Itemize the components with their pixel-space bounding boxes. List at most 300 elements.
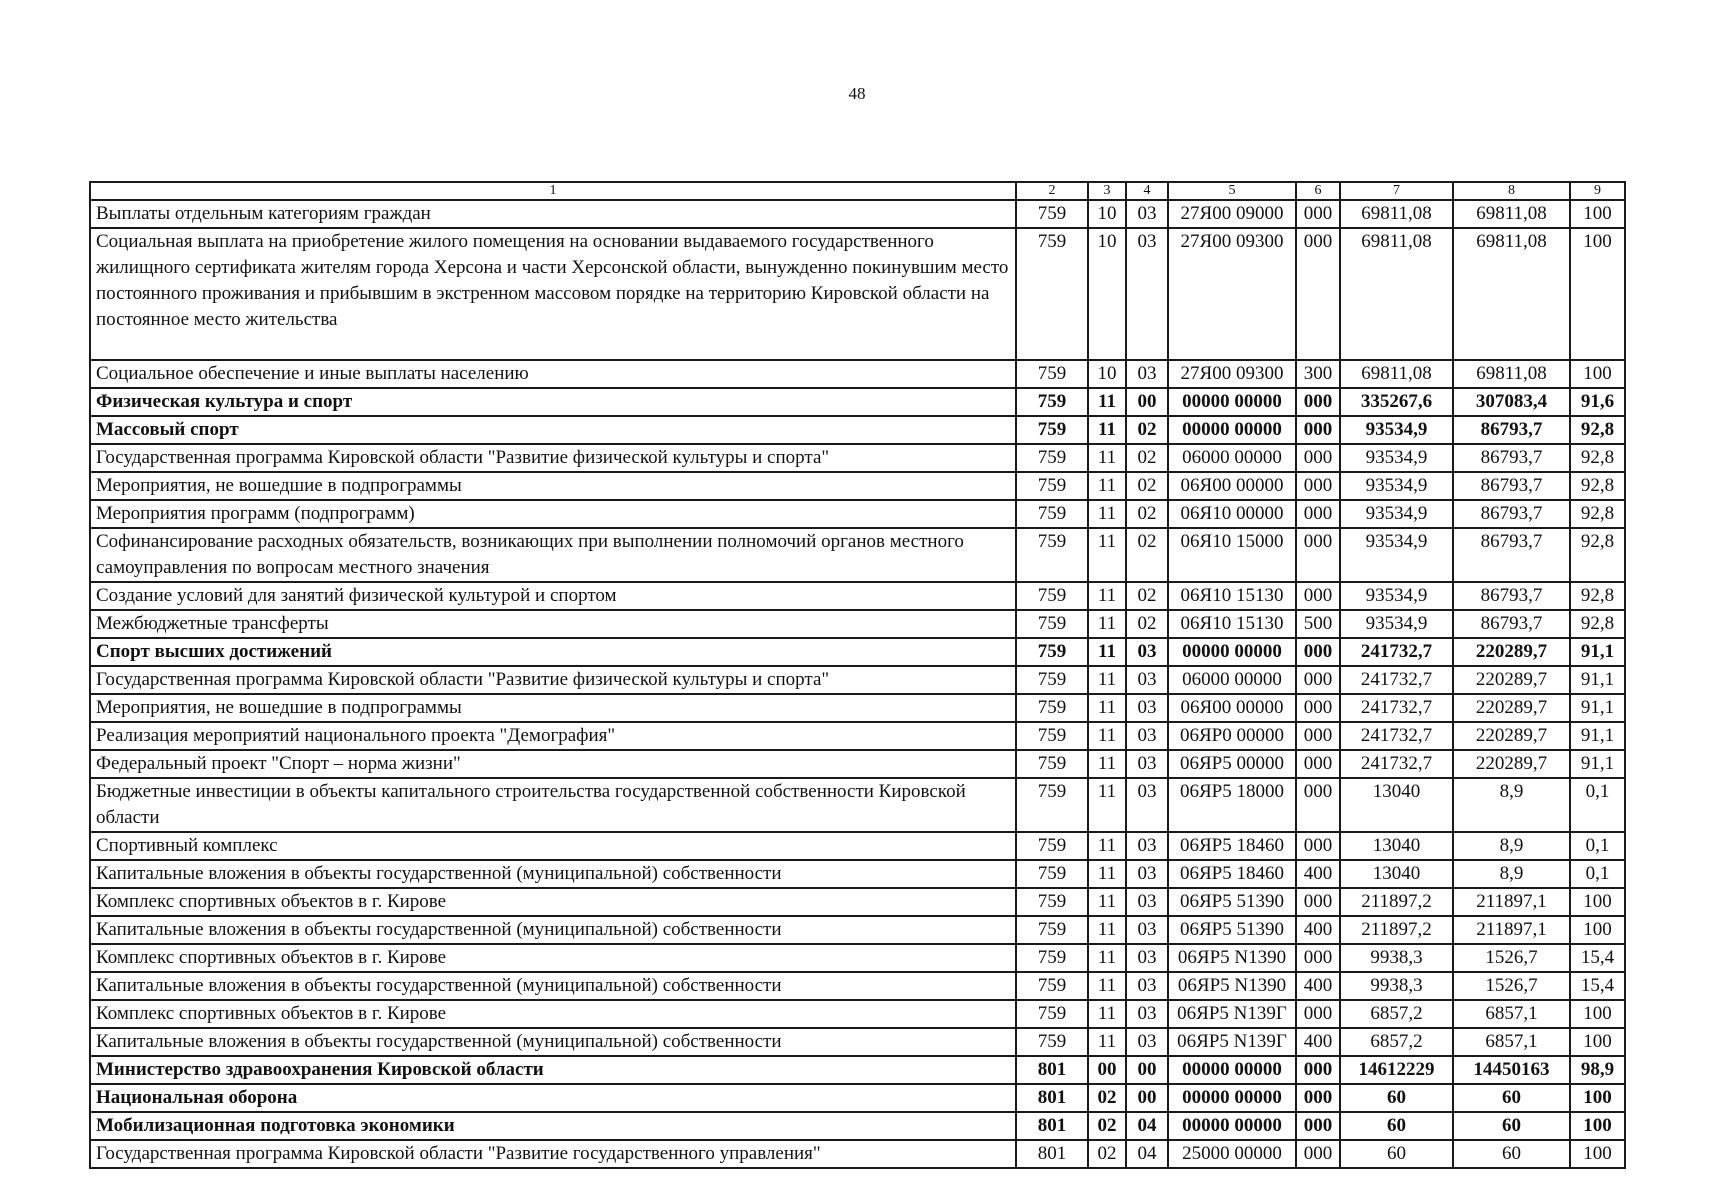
row-vr-cell: 000: [1296, 1056, 1340, 1084]
row-vr-cell: 000: [1296, 666, 1340, 694]
row-pr-cell: 00: [1126, 388, 1168, 416]
row-fact-cell: 69811,08: [1453, 228, 1570, 360]
header-cell: 4: [1126, 182, 1168, 200]
row-vr-cell: 300: [1296, 360, 1340, 388]
row-cs-cell: 00000 00000: [1168, 638, 1296, 666]
row-pr-cell: 04: [1126, 1112, 1168, 1140]
row-cs-cell: 00000 00000: [1168, 416, 1296, 444]
header-cell: 9: [1570, 182, 1625, 200]
table-row: [90, 200, 1625, 228]
table-row: [90, 638, 1625, 666]
row-plan-cell: 211897,2: [1340, 916, 1453, 944]
row-pr-cell: 03: [1126, 972, 1168, 1000]
row-cs-cell: 06Я10 15130: [1168, 582, 1296, 610]
row-gr-cell: 759: [1016, 860, 1088, 888]
header-cell: 6: [1296, 182, 1340, 200]
table-row: [90, 750, 1625, 778]
row-gr-cell: 759: [1016, 1000, 1088, 1028]
row-name-cell: Министерство здравоохранения Кировской области: [90, 1056, 1016, 1084]
row-cs-cell: 27Я00 09000: [1168, 200, 1296, 228]
row-pr-cell: 00: [1126, 1056, 1168, 1084]
row-name-cell: Государственная программа Кировской области "Развитие физической культуры и спорта": [90, 666, 1016, 694]
row-name-cell: Спорт высших достижений: [90, 638, 1016, 666]
row-plan-cell: 93534,9: [1340, 610, 1453, 638]
row-vr-cell: 000: [1296, 444, 1340, 472]
row-percent-cell: 92,8: [1570, 500, 1625, 528]
row-pr-cell: 02: [1126, 610, 1168, 638]
row-plan-cell: 6857,2: [1340, 1028, 1453, 1056]
row-vr-cell: 000: [1296, 778, 1340, 832]
row-vr-cell: 000: [1296, 1140, 1340, 1168]
row-percent-cell: 92,8: [1570, 528, 1625, 582]
row-name-cell: Комплекс спортивных объектов в г. Кирове: [90, 888, 1016, 916]
row-pr-cell: 04: [1126, 1140, 1168, 1168]
row-name-cell: Комплекс спортивных объектов в г. Кирове: [90, 1000, 1016, 1028]
table-row: [90, 832, 1625, 860]
row-cs-cell: 00000 00000: [1168, 1112, 1296, 1140]
header-cell: 1: [90, 182, 1016, 200]
row-fact-cell: 69811,08: [1453, 200, 1570, 228]
row-name-cell: Капитальные вложения в объекты государственной (муниципальной) собственности: [90, 972, 1016, 1000]
row-pr-cell: 03: [1126, 916, 1168, 944]
row-plan-cell: 13040: [1340, 778, 1453, 832]
row-fact-cell: 220289,7: [1453, 722, 1570, 750]
table-row: [90, 528, 1625, 582]
row-fact-cell: 86793,7: [1453, 416, 1570, 444]
row-rz-cell: 10: [1088, 360, 1126, 388]
row-cs-cell: 06ЯР5 18000: [1168, 778, 1296, 832]
row-plan-cell: 93534,9: [1340, 528, 1453, 582]
row-rz-cell: 11: [1088, 832, 1126, 860]
row-plan-cell: 69811,08: [1340, 200, 1453, 228]
row-vr-cell: 000: [1296, 1084, 1340, 1112]
row-cs-cell: 27Я00 09300: [1168, 360, 1296, 388]
row-percent-cell: 100: [1570, 1028, 1625, 1056]
row-rz-cell: 11: [1088, 388, 1126, 416]
row-fact-cell: 8,9: [1453, 832, 1570, 860]
row-plan-cell: 241732,7: [1340, 638, 1453, 666]
row-name-cell: Капитальные вложения в объекты государственной (муниципальной) собственности: [90, 916, 1016, 944]
row-percent-cell: 98,9: [1570, 1056, 1625, 1084]
row-rz-cell: 11: [1088, 916, 1126, 944]
row-pr-cell: 03: [1126, 694, 1168, 722]
header-cell: 5: [1168, 182, 1296, 200]
row-gr-cell: 759: [1016, 500, 1088, 528]
row-percent-cell: 0,1: [1570, 832, 1625, 860]
row-gr-cell: 759: [1016, 778, 1088, 832]
row-name-cell: Мероприятия программ (подпрограмм): [90, 500, 1016, 528]
row-rz-cell: 10: [1088, 228, 1126, 360]
row-pr-cell: 03: [1126, 1000, 1168, 1028]
row-pr-cell: 03: [1126, 750, 1168, 778]
row-cs-cell: 06Я10 15130: [1168, 610, 1296, 638]
row-cs-cell: 06Я00 00000: [1168, 694, 1296, 722]
row-plan-cell: 241732,7: [1340, 666, 1453, 694]
row-percent-cell: 91,1: [1570, 694, 1625, 722]
row-fact-cell: 60: [1453, 1112, 1570, 1140]
row-gr-cell: 801: [1016, 1084, 1088, 1112]
row-cs-cell: 06000 00000: [1168, 666, 1296, 694]
row-percent-cell: 91,1: [1570, 750, 1625, 778]
row-pr-cell: 02: [1126, 472, 1168, 500]
row-fact-cell: 211897,1: [1453, 888, 1570, 916]
row-plan-cell: 241732,7: [1340, 694, 1453, 722]
table-row: [90, 1056, 1625, 1084]
row-fact-cell: 211897,1: [1453, 916, 1570, 944]
row-percent-cell: 91,1: [1570, 722, 1625, 750]
row-fact-cell: 1526,7: [1453, 972, 1570, 1000]
row-plan-cell: 93534,9: [1340, 472, 1453, 500]
row-rz-cell: 11: [1088, 666, 1126, 694]
row-name-cell: Реализация мероприятий национального проекта "Демография": [90, 722, 1016, 750]
row-pr-cell: 00: [1126, 1084, 1168, 1112]
row-fact-cell: 69811,08: [1453, 360, 1570, 388]
row-pr-cell: 02: [1126, 416, 1168, 444]
row-cs-cell: 27Я00 09300: [1168, 228, 1296, 360]
row-pr-cell: 03: [1126, 860, 1168, 888]
row-cs-cell: 00000 00000: [1168, 1056, 1296, 1084]
row-pr-cell: 03: [1126, 944, 1168, 972]
row-plan-cell: 6857,2: [1340, 1000, 1453, 1028]
row-gr-cell: 759: [1016, 228, 1088, 360]
header-cell: 3: [1088, 182, 1126, 200]
table-row: [90, 610, 1625, 638]
row-vr-cell: 000: [1296, 228, 1340, 360]
row-percent-cell: 100: [1570, 916, 1625, 944]
row-rz-cell: 10: [1088, 200, 1126, 228]
row-percent-cell: 100: [1570, 1084, 1625, 1112]
row-name-cell: Федеральный проект "Спорт – норма жизни": [90, 750, 1016, 778]
table-row: [90, 860, 1625, 888]
row-cs-cell: 06Я00 00000: [1168, 472, 1296, 500]
row-cs-cell: 06ЯР5 18460: [1168, 860, 1296, 888]
row-percent-cell: 100: [1570, 1112, 1625, 1140]
row-rz-cell: 11: [1088, 610, 1126, 638]
row-plan-cell: 9938,3: [1340, 944, 1453, 972]
row-percent-cell: 15,4: [1570, 944, 1625, 972]
row-pr-cell: 03: [1126, 666, 1168, 694]
row-gr-cell: 759: [1016, 750, 1088, 778]
row-plan-cell: 9938,3: [1340, 972, 1453, 1000]
row-cs-cell: 06000 00000: [1168, 444, 1296, 472]
row-gr-cell: 759: [1016, 944, 1088, 972]
table-row: [90, 666, 1625, 694]
row-percent-cell: 92,8: [1570, 472, 1625, 500]
row-pr-cell: 03: [1126, 722, 1168, 750]
row-rz-cell: 11: [1088, 888, 1126, 916]
row-fact-cell: 86793,7: [1453, 472, 1570, 500]
row-cs-cell: 06ЯР5 51390: [1168, 916, 1296, 944]
row-fact-cell: 86793,7: [1453, 582, 1570, 610]
row-rz-cell: 11: [1088, 1028, 1126, 1056]
row-vr-cell: 000: [1296, 1112, 1340, 1140]
row-cs-cell: 06ЯР5 N1390: [1168, 972, 1296, 1000]
row-pr-cell: 02: [1126, 444, 1168, 472]
row-pr-cell: 03: [1126, 360, 1168, 388]
row-vr-cell: 000: [1296, 832, 1340, 860]
row-plan-cell: 241732,7: [1340, 722, 1453, 750]
row-gr-cell: 759: [1016, 832, 1088, 860]
table-row: [90, 694, 1625, 722]
row-gr-cell: 801: [1016, 1112, 1088, 1140]
row-gr-cell: 759: [1016, 610, 1088, 638]
row-cs-cell: 06Я10 00000: [1168, 500, 1296, 528]
row-gr-cell: 759: [1016, 888, 1088, 916]
row-gr-cell: 801: [1016, 1140, 1088, 1168]
row-name-cell: Государственная программа Кировской области "Развитие государственного управления": [90, 1140, 1016, 1168]
row-fact-cell: 6857,1: [1453, 1028, 1570, 1056]
row-pr-cell: 03: [1126, 888, 1168, 916]
row-vr-cell: 000: [1296, 500, 1340, 528]
row-percent-cell: 91,6: [1570, 388, 1625, 416]
row-vr-cell: 000: [1296, 750, 1340, 778]
row-cs-cell: 06ЯР5 N1390: [1168, 944, 1296, 972]
row-gr-cell: 759: [1016, 638, 1088, 666]
row-name-cell: Комплекс спортивных объектов в г. Кирове: [90, 944, 1016, 972]
header-cell: 2: [1016, 182, 1088, 200]
row-cs-cell: 06ЯР0 00000: [1168, 722, 1296, 750]
row-pr-cell: 03: [1126, 1028, 1168, 1056]
row-plan-cell: 93534,9: [1340, 444, 1453, 472]
table-row: [90, 722, 1625, 750]
table-row: [90, 582, 1625, 610]
row-plan-cell: 93534,9: [1340, 416, 1453, 444]
table-row: [90, 416, 1625, 444]
row-fact-cell: 14450163: [1453, 1056, 1570, 1084]
row-plan-cell: 14612229: [1340, 1056, 1453, 1084]
row-name-cell: Социальная выплата на приобретение жилого помещения на основании выдаваемого государственного жилищного сертификата жителям города Херсона и части Херсонской области, вынужденно покинувшим место постоянного проживания и прибывшим в экстренном массовом порядке на территорию Кировской области на постоянное место жительства: [90, 228, 1016, 360]
table-row: [90, 1028, 1625, 1056]
row-percent-cell: 0,1: [1570, 860, 1625, 888]
row-vr-cell: 000: [1296, 200, 1340, 228]
row-rz-cell: 02: [1088, 1084, 1126, 1112]
row-percent-cell: 92,8: [1570, 416, 1625, 444]
row-name-cell: Социальное обеспечение и иные выплаты населению: [90, 360, 1016, 388]
row-percent-cell: 91,1: [1570, 638, 1625, 666]
row-gr-cell: 759: [1016, 416, 1088, 444]
row-name-cell: Государственная программа Кировской области "Развитие физической культуры и спорта": [90, 444, 1016, 472]
row-pr-cell: 03: [1126, 778, 1168, 832]
row-rz-cell: 11: [1088, 500, 1126, 528]
row-name-cell: Национальная оборона: [90, 1084, 1016, 1112]
table-row: [90, 1112, 1625, 1140]
table-row: [90, 778, 1625, 832]
row-name-cell: Софинансирование расходных обязательств, возникающих при выполнении полномочий органов местного самоуправления по вопросам местного значения: [90, 528, 1016, 582]
row-plan-cell: 60: [1340, 1084, 1453, 1112]
row-vr-cell: 000: [1296, 1000, 1340, 1028]
row-percent-cell: 92,8: [1570, 582, 1625, 610]
row-plan-cell: 93534,9: [1340, 582, 1453, 610]
table-row: [90, 472, 1625, 500]
row-name-cell: Мероприятия, не вошедшие в подпрограммы: [90, 472, 1016, 500]
row-vr-cell: 000: [1296, 472, 1340, 500]
row-gr-cell: 759: [1016, 972, 1088, 1000]
table-row: [90, 500, 1625, 528]
row-rz-cell: 11: [1088, 860, 1126, 888]
row-percent-cell: 92,8: [1570, 610, 1625, 638]
row-name-cell: Физическая культура и спорт: [90, 388, 1016, 416]
row-fact-cell: 1526,7: [1453, 944, 1570, 972]
row-fact-cell: 60: [1453, 1084, 1570, 1112]
header-row: [90, 182, 1625, 200]
row-cs-cell: 25000 00000: [1168, 1140, 1296, 1168]
table-row: [90, 1084, 1625, 1112]
row-cs-cell: 06ЯР5 N139Г: [1168, 1028, 1296, 1056]
row-rz-cell: 11: [1088, 1000, 1126, 1028]
table-row: [90, 360, 1625, 388]
header-cell: 8: [1453, 182, 1570, 200]
table-row: [90, 444, 1625, 472]
row-fact-cell: 8,9: [1453, 860, 1570, 888]
row-plan-cell: 241732,7: [1340, 750, 1453, 778]
row-gr-cell: 759: [1016, 200, 1088, 228]
row-plan-cell: 69811,08: [1340, 228, 1453, 360]
row-vr-cell: 400: [1296, 972, 1340, 1000]
row-rz-cell: 11: [1088, 722, 1126, 750]
row-percent-cell: 100: [1570, 228, 1625, 360]
row-vr-cell: 500: [1296, 610, 1340, 638]
row-percent-cell: 100: [1570, 888, 1625, 916]
row-name-cell: Создание условий для занятий физической культурой и спортом: [90, 582, 1016, 610]
table-row: [90, 888, 1625, 916]
row-percent-cell: 91,1: [1570, 666, 1625, 694]
row-pr-cell: 03: [1126, 200, 1168, 228]
row-vr-cell: 400: [1296, 860, 1340, 888]
row-rz-cell: 11: [1088, 778, 1126, 832]
row-rz-cell: 00: [1088, 1056, 1126, 1084]
row-plan-cell: 60: [1340, 1112, 1453, 1140]
row-gr-cell: 759: [1016, 388, 1088, 416]
row-rz-cell: 02: [1088, 1140, 1126, 1168]
row-percent-cell: 100: [1570, 360, 1625, 388]
row-gr-cell: 759: [1016, 666, 1088, 694]
row-vr-cell: 000: [1296, 888, 1340, 916]
row-vr-cell: 000: [1296, 528, 1340, 582]
row-percent-cell: 100: [1570, 200, 1625, 228]
row-rz-cell: 11: [1088, 972, 1126, 1000]
row-gr-cell: 759: [1016, 528, 1088, 582]
row-rz-cell: 11: [1088, 694, 1126, 722]
row-name-cell: Мобилизационная подготовка экономики: [90, 1112, 1016, 1140]
row-name-cell: Выплаты отдельным категориям граждан: [90, 200, 1016, 228]
row-pr-cell: 02: [1126, 528, 1168, 582]
row-plan-cell: 69811,08: [1340, 360, 1453, 388]
row-rz-cell: 11: [1088, 472, 1126, 500]
row-vr-cell: 000: [1296, 722, 1340, 750]
page-number: 48: [848, 84, 866, 103]
row-vr-cell: 000: [1296, 694, 1340, 722]
row-vr-cell: 000: [1296, 582, 1340, 610]
row-cs-cell: 00000 00000: [1168, 1084, 1296, 1112]
row-pr-cell: 03: [1126, 832, 1168, 860]
row-plan-cell: 13040: [1340, 832, 1453, 860]
row-fact-cell: 6857,1: [1453, 1000, 1570, 1028]
row-percent-cell: 100: [1570, 1140, 1625, 1168]
row-gr-cell: 759: [1016, 1028, 1088, 1056]
row-fact-cell: 220289,7: [1453, 694, 1570, 722]
table-row: [90, 228, 1625, 360]
row-plan-cell: 60: [1340, 1140, 1453, 1168]
row-fact-cell: 220289,7: [1453, 750, 1570, 778]
row-cs-cell: 06ЯР5 18460: [1168, 832, 1296, 860]
row-vr-cell: 400: [1296, 916, 1340, 944]
row-name-cell: Бюджетные инвестиции в объекты капитального строительства государственной собственности Кировской области: [90, 778, 1016, 832]
table-row: [90, 388, 1625, 416]
row-plan-cell: 211897,2: [1340, 888, 1453, 916]
row-pr-cell: 03: [1126, 638, 1168, 666]
row-gr-cell: 759: [1016, 472, 1088, 500]
row-cs-cell: 06ЯР5 51390: [1168, 888, 1296, 916]
row-percent-cell: 15,4: [1570, 972, 1625, 1000]
row-plan-cell: 13040: [1340, 860, 1453, 888]
row-fact-cell: 86793,7: [1453, 610, 1570, 638]
row-rz-cell: 11: [1088, 750, 1126, 778]
row-rz-cell: 11: [1088, 582, 1126, 610]
row-pr-cell: 02: [1126, 500, 1168, 528]
budget-table: [89, 181, 1626, 1169]
row-gr-cell: 759: [1016, 694, 1088, 722]
header-cell: 7: [1340, 182, 1453, 200]
row-rz-cell: 11: [1088, 444, 1126, 472]
row-vr-cell: 400: [1296, 1028, 1340, 1056]
row-gr-cell: 759: [1016, 582, 1088, 610]
row-pr-cell: 02: [1126, 582, 1168, 610]
row-plan-cell: 335267,6: [1340, 388, 1453, 416]
row-name-cell: Массовый спорт: [90, 416, 1016, 444]
row-rz-cell: 11: [1088, 944, 1126, 972]
table-row: [90, 1000, 1625, 1028]
row-gr-cell: 759: [1016, 360, 1088, 388]
row-gr-cell: 801: [1016, 1056, 1088, 1084]
row-rz-cell: 11: [1088, 528, 1126, 582]
row-pr-cell: 03: [1126, 228, 1168, 360]
row-vr-cell: 000: [1296, 638, 1340, 666]
row-fact-cell: 307083,4: [1453, 388, 1570, 416]
row-vr-cell: 000: [1296, 388, 1340, 416]
row-percent-cell: 92,8: [1570, 444, 1625, 472]
row-rz-cell: 11: [1088, 416, 1126, 444]
table-row: [90, 916, 1625, 944]
row-fact-cell: 86793,7: [1453, 444, 1570, 472]
row-fact-cell: 220289,7: [1453, 666, 1570, 694]
table-row: [90, 1140, 1625, 1168]
row-fact-cell: 60: [1453, 1140, 1570, 1168]
row-fact-cell: 8,9: [1453, 778, 1570, 832]
row-percent-cell: 100: [1570, 1000, 1625, 1028]
row-vr-cell: 000: [1296, 416, 1340, 444]
row-rz-cell: 11: [1088, 638, 1126, 666]
row-name-cell: Спортивный комплекс: [90, 832, 1016, 860]
row-cs-cell: 06Я10 15000: [1168, 528, 1296, 582]
row-gr-cell: 759: [1016, 444, 1088, 472]
row-rz-cell: 02: [1088, 1112, 1126, 1140]
row-fact-cell: 220289,7: [1453, 638, 1570, 666]
row-name-cell: Капитальные вложения в объекты государственной (муниципальной) собственности: [90, 860, 1016, 888]
row-percent-cell: 0,1: [1570, 778, 1625, 832]
table-row: [90, 972, 1625, 1000]
row-cs-cell: 00000 00000: [1168, 388, 1296, 416]
row-cs-cell: 06ЯР5 00000: [1168, 750, 1296, 778]
row-name-cell: Капитальные вложения в объекты государственной (муниципальной) собственности: [90, 1028, 1016, 1056]
row-vr-cell: 000: [1296, 944, 1340, 972]
table-row: [90, 944, 1625, 972]
row-name-cell: Межбюджетные трансферты: [90, 610, 1016, 638]
row-cs-cell: 06ЯР5 N139Г: [1168, 1000, 1296, 1028]
row-gr-cell: 759: [1016, 916, 1088, 944]
row-plan-cell: 93534,9: [1340, 500, 1453, 528]
row-name-cell: Мероприятия, не вошедшие в подпрограммы: [90, 694, 1016, 722]
row-fact-cell: 86793,7: [1453, 500, 1570, 528]
